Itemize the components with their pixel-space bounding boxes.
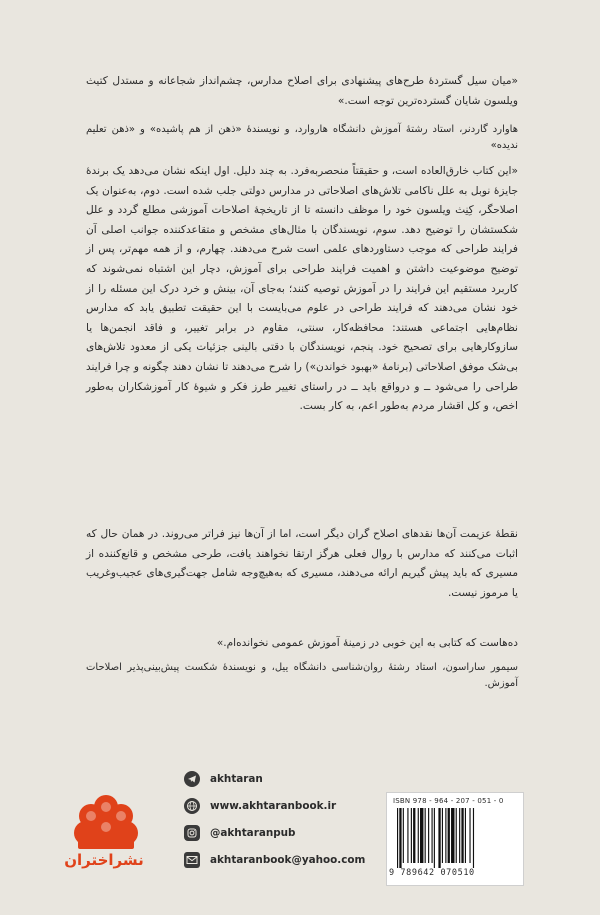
contact-list	[184, 765, 374, 873]
barcode	[386, 792, 524, 886]
instagram-handle: @akhtaranpub	[210, 826, 296, 839]
quote-sarason-closing	[86, 634, 518, 654]
quote-text: «میان سیل گستردهٔ طرح‌های پیشنهادی برای اصلاح مدارس، چشم‌انداز شجاعانه و مستدل کتیث ویلسون شایان گسترده‌ترین توجه است.»	[86, 75, 518, 107]
quote-text: ده‌ها‌ست که کتابی به این خوبی در زمینهٔ آموزش عمومی نخوانده‌ام.»	[216, 637, 518, 649]
contact-email[interactable]	[184, 846, 374, 873]
attribution-text: سیمور ساراسون، استاد رشتهٔ روان‌شناسی دانشگاه ییل، و نویسندهٔ شکست پیش‌بینی‌پذیر اصلاحات آموزش.	[86, 662, 518, 689]
telegram-icon	[184, 771, 200, 787]
contact-telegram[interactable]	[184, 765, 374, 792]
publisher-name: نشراختران	[64, 851, 144, 869]
quote-sarason-main	[86, 162, 518, 417]
barcode-bars	[397, 808, 515, 868]
attribution-gardner	[86, 122, 532, 154]
quote-text: نقطهٔ عزیمت آن‌ها نقدهای اصلاح گران دیگر است، اما از آن‌ها نیز فراتر می‌روند. در همان حال که اثبات می‌کنند که مدارس با روال فعلی هرگز ارتقا نخواهند یافت، طرحی مشخص و قانع‌کننده از مسیری که باید پیش گیریم ارائه می‌دهند، مسیری که به‌هیچ‌وجه شامل جهت‌گیری‌های عجیب‌وغریب یا مرموز نیست.	[86, 528, 518, 599]
telegram-handle: akhtaran	[210, 772, 263, 785]
barcode-digits: 9 789642 070510	[389, 868, 475, 878]
attribution-text: هاوارد گاردنر، استاد رشتهٔ آموزش دانشگاه هاروارد، و نویسندهٔ «ذهن از هم پاشیده» و «ذهن تعلیم ندیده»	[86, 124, 518, 151]
website-url: www.akhtaranbook.ir	[210, 799, 337, 812]
email-icon	[184, 852, 200, 868]
quote-text: «این کتاب خارق‌العاده است، و حقیقتاً منحصربه‌فرد. به چند دلیل. اول اینکه نشان می‌دهد یک برندهٔ جایزهٔ نوبل به علل ناکامی تلاش‌های اصلاحاتی در مدارس دولتی جلب شده است. دوم، به‌عنوان یک اصلاحگر، کِنِث ویلسون خود را موظف دانسته تا از تاریخچهٔ اصلاحات آموزشی مطلع گردد و علل شکستشان را توضیح دهد. سوم، نویسندگان با مثال‌های مشخص و متقاعدکننده جوانب اصلی آن فرایند طراحی که موجب دستاوردهای علمی است شرح می‌دهند. چهارم، و از همه مهم‌تر، پس از توضیح موضوعیت داشتن و اهمیت فرایند طراحی برای آموزش، دچار این اشتباه نمی‌شوند که کاربرد مستقیم این فرایند را در آموزش توصیه کنند؛ به‌جای آن، بینش و خرد درک این مسئله را از خود نشان می‌دهند که فرایند طراحی در علوم می‌بایست با این حقیقت تطبیق یابد که مدارس نظام‌هایی اجتماعی هستند: محافظه‌کار، سنتی، مقاوم در برابر تغییر، و فاقد انجمن‌ها یا سازوکارهایی برای تصحیح خود. پنجم، نویسندگان با دقتی بالینی جزئیات یکی از معدود تلاش‌های بی‌شک موفق اصلاحاتی (برنامهٔ «بهبود خواندن») را شرح می‌دهند تا نشان دهند چگونه و چرا فرایند طراحی را می‌شود ــ و درواقع باید ــ در راستای تغییر طرز فکر و شیوهٔ کار آموزشکاران به‌طور اخص، و کل اقشار مردم به‌طور اعم، به کار بست.	[86, 165, 518, 413]
email-address: akhtaranbook@yahoo.com	[210, 853, 366, 866]
contact-website[interactable]	[184, 792, 374, 819]
instagram-icon	[184, 825, 200, 841]
quote-gardner	[86, 72, 518, 111]
isbn-label: ISBN 978 - 964 - 207 - 051 - 0	[393, 797, 504, 805]
contact-instagram[interactable]	[184, 819, 374, 846]
attribution-sarason	[86, 660, 532, 692]
quote-sarason-continued	[86, 525, 518, 603]
globe-icon	[184, 798, 200, 814]
